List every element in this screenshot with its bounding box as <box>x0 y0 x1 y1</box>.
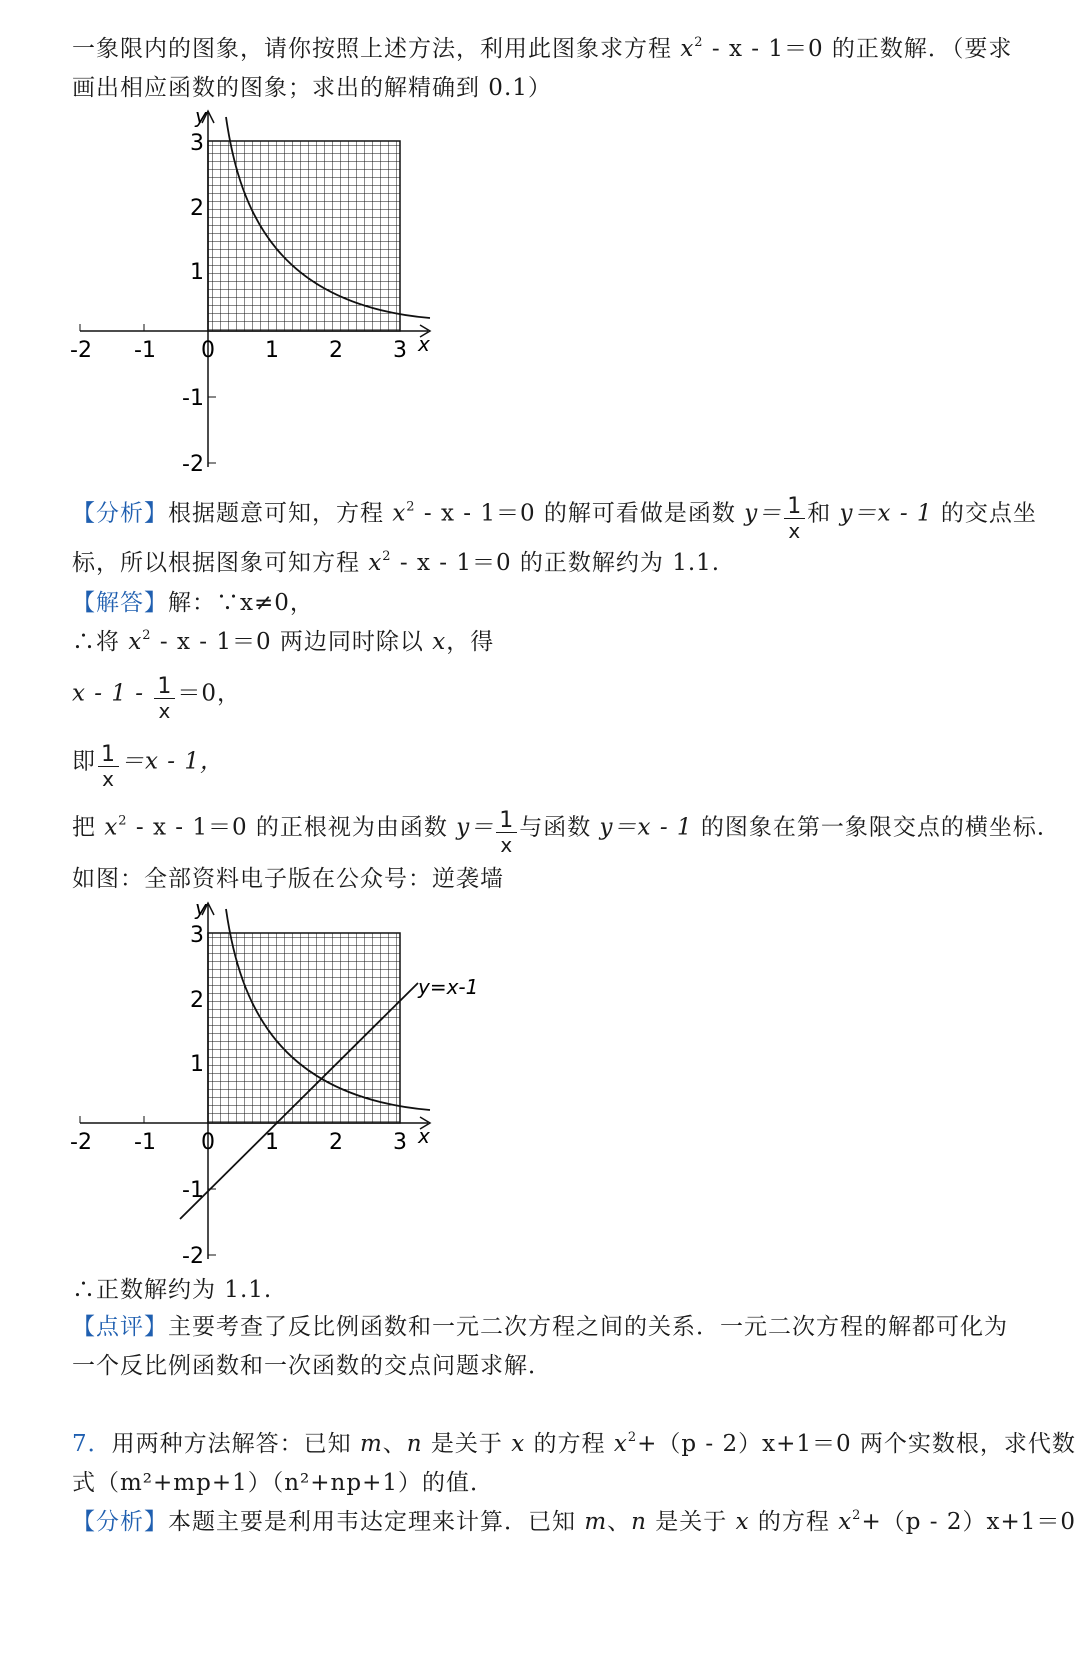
analysis-line1: 【分析】根据题意可知，方程 $x^2 - x - 1=0$ 的解可看做是函数 y＝ $\frac{1}{x}$ 和 y＝x - 1 的交点坐 <box>72 494 1037 543</box>
analysis-line2: 标，所以根据图象可知方程 $x^2 - x - 1=0$ 的正数解约为 1.1. <box>72 549 721 576</box>
problem6-line1: 一象限内的图象，请你按照上述方法，利用此图象求方程 $x^2 - x - 1=0$ 的正数解．（要求 <box>72 35 1013 62</box>
x-tick-label: -1 <box>134 1130 156 1155</box>
fraction-1-over-x: $\frac{1}{x}$ <box>98 744 119 789</box>
answer-line1: 【解答】解：∵x≠0， <box>72 590 314 616</box>
comment-line1: 【点评】主要考查了反比例函数和一元二次方程之间的关系．一元二次方程的解都可化为 <box>72 1314 1008 1340</box>
y-tick-label: 3 <box>190 131 204 156</box>
y-tick-label: 2 <box>190 196 204 221</box>
y-tick-label: 1 <box>190 260 204 285</box>
y-tick-label: -1 <box>182 1178 204 1203</box>
x-tick-label: 2 <box>329 338 343 363</box>
x-tick-label: -2 <box>70 338 92 363</box>
x-tick-label: -1 <box>134 338 156 363</box>
analysis-tag: 【分析】 <box>72 500 168 527</box>
answer-line3: x - 1 - $\frac{1}{x}$ ＝0， <box>72 674 242 723</box>
x-tick-label: 1 <box>265 338 279 363</box>
y-tick-label: 2 <box>190 988 204 1013</box>
answer-line5: 把 $x^2 - x - 1=0$ 的正根视为由函数 y＝ $\frac{1}{x}$ 与函数 y＝x - 1 的图象在第一象限交点的横坐标． <box>72 808 1061 857</box>
x-axis-label: x <box>418 1124 430 1148</box>
x-tick-label: 1 <box>265 1130 279 1155</box>
fraction-1-over-x: $\frac{1}{x}$ <box>784 496 805 541</box>
y-axis-label: y <box>195 897 207 920</box>
comment-tag: 【点评】 <box>72 1314 168 1340</box>
fraction-1-over-x: $\frac{1}{x}$ <box>496 810 517 855</box>
x-tick-label: 0 <box>201 1130 215 1155</box>
graph-intersection <box>60 897 500 1267</box>
problem-number: 7． <box>72 1431 112 1457</box>
y-tick-label: 1 <box>190 1052 204 1077</box>
y-axis-label: y <box>195 105 207 128</box>
y-tick-label: 3 <box>190 923 204 948</box>
graph-reciprocal <box>60 105 480 475</box>
answer-line2: ∴将 $x^2 - x - 1=0$ 两边同时除以 x，得 <box>72 628 495 655</box>
answer-tag: 【解答】 <box>72 590 168 616</box>
answer-line6: 如图：全部资料电子版在公众号：逆袭墙 <box>72 866 504 892</box>
y-tick-label: -1 <box>182 386 204 411</box>
problem7-line1: 7．用两种方法解答：已知 m、n 是关于 x 的方程 $x^2+(p - 2)x+1=0$ 两个实数根，求代数 <box>72 1430 1076 1457</box>
x-tick-label: -2 <box>70 1130 92 1155</box>
answer-line4: 即 $\frac{1}{x}$ ＝x - 1， <box>72 742 224 791</box>
conclusion: ∴正数解约为 1.1. <box>72 1277 273 1303</box>
fraction-1-over-x: $\frac{1}{x}$ <box>154 676 175 721</box>
comment-line2: 一个反比例函数和一次函数的交点问题求解． <box>72 1353 552 1379</box>
x-tick-label: 3 <box>393 338 407 363</box>
problem6-line2: 画出相应函数的图象；求出的解精确到 0.1） <box>72 75 552 101</box>
x-tick-label: 0 <box>201 338 215 363</box>
line-label: y=x-1 <box>418 975 479 999</box>
x-tick-label: 2 <box>329 1130 343 1155</box>
problem7-line3: 【分析】本题主要是利用韦达定理来计算．已知 m、n 是关于 x 的方程 $x^2+(p - 2)x+1=0$ <box>72 1508 1076 1535</box>
problem7-line2: 式（m²+mp+1）（n²+np+1）的值． <box>72 1470 494 1496</box>
y-tick-label: -2 <box>182 1244 204 1267</box>
analysis-tag: 【分析】 <box>72 1509 168 1535</box>
x-tick-label: 3 <box>393 1130 407 1155</box>
x-axis-label: x <box>418 332 430 356</box>
y-tick-label: -2 <box>182 452 204 475</box>
